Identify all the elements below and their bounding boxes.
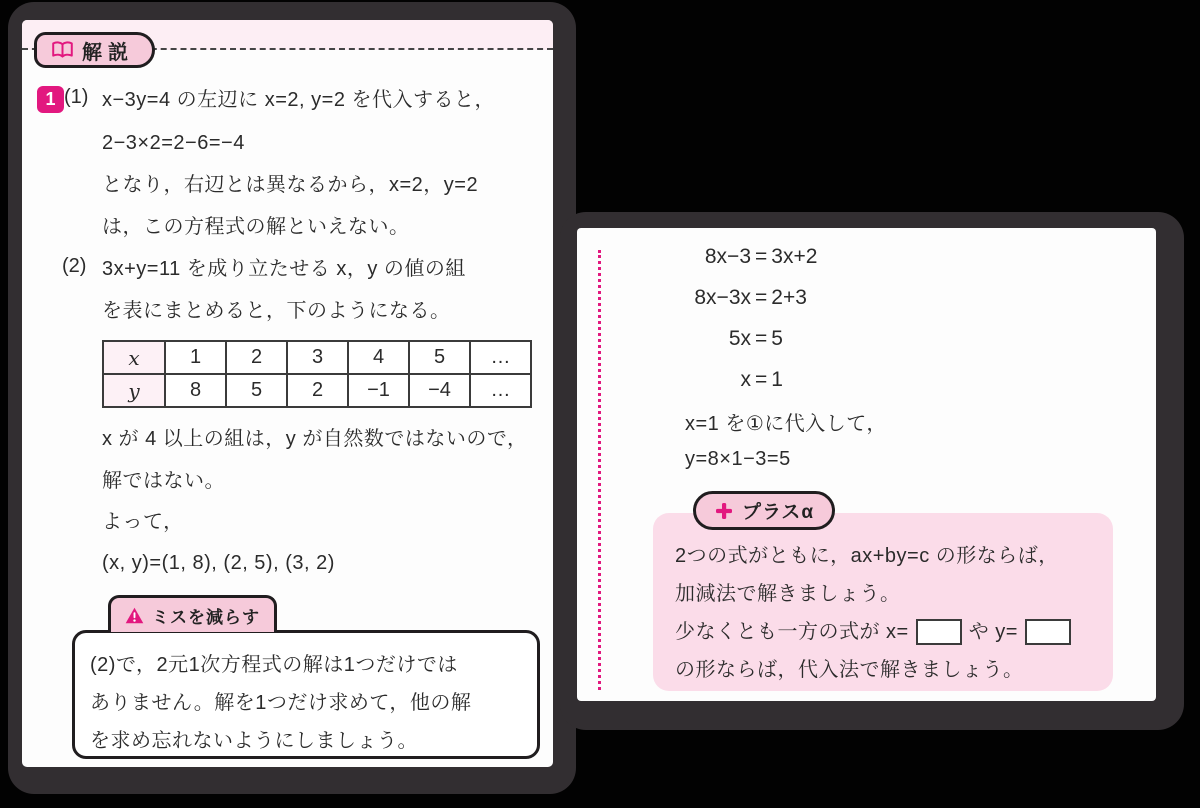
reduce-mistakes-badge — [108, 595, 277, 632]
table-cell: 5 — [409, 341, 470, 374]
miss-note-line3: を求め忘れないようにしましょう。 — [90, 730, 418, 752]
plus-alpha-badge — [693, 491, 835, 530]
substitution-line: x=1 を①に代入して， — [685, 413, 887, 435]
left-page — [22, 20, 553, 767]
equation-lhs: 8x−3x — [694, 286, 751, 309]
right-page-frame — [560, 212, 1184, 730]
plus-note-line4: の形ならば，代入法で解きましょう。 — [675, 659, 1024, 681]
table-cell: … — [470, 341, 531, 374]
kaisetsu-label: 解説 — [82, 41, 134, 64]
table-cell: 4 — [348, 341, 409, 374]
plus-note-line1: 2つの式がともに，ax+by=c の形ならば， — [675, 545, 1059, 567]
equation-step — [633, 324, 817, 365]
right-page — [577, 228, 1156, 701]
open-book-icon — [51, 41, 74, 59]
plus-note-line3-prefix: 少なくとも一方の式が x= — [675, 621, 909, 643]
part1-line1: x−3y=4 の左辺に x=2, y=2 を代入すると， — [102, 89, 495, 111]
plus-icon — [714, 501, 734, 521]
part2-line6: (x, y)=(1, 8), (2, 5), (3, 2) — [102, 552, 335, 574]
equation-rhs: 5 — [771, 327, 783, 350]
table-cell: −4 — [409, 374, 470, 407]
part2-marker: (2) — [62, 255, 87, 277]
answer-blank-box — [916, 619, 962, 645]
plus-note-line2: 加減法で解きましょう。 — [675, 583, 901, 605]
table-cell: 1 — [165, 341, 226, 374]
left-page-frame — [8, 2, 576, 794]
part1-marker: (1) — [64, 86, 89, 108]
table-row-y — [103, 374, 531, 407]
equals-sign: = — [755, 327, 768, 350]
problem-number-badge: 1 — [37, 86, 64, 113]
part1-line3: となり，右辺とは異なるから，x=2，y=2 — [102, 174, 479, 196]
equals-sign: = — [755, 245, 768, 268]
plus-note-line3 — [675, 613, 1093, 651]
equation-steps — [633, 242, 817, 406]
reduce-mistakes-box — [72, 630, 540, 759]
equation-lhs: 8x−3 — [704, 245, 751, 268]
table-header-y: y — [103, 374, 165, 407]
equation-step — [633, 365, 817, 406]
table-cell: … — [470, 374, 531, 407]
table-cell: 3 — [287, 341, 348, 374]
warning-triangle-icon — [125, 607, 144, 624]
part1-line4: は，この方程式の解といえない。 — [102, 216, 410, 238]
table-cell: 2 — [287, 374, 348, 407]
kaisetsu-badge — [34, 32, 155, 68]
equation-lhs: 5x — [728, 327, 751, 350]
plus-alpha-label: プラスα — [742, 502, 815, 523]
dotted-margin-line — [598, 250, 601, 690]
part2-line3: x が 4 以上の組は，y が自然数ではないので， — [102, 428, 528, 450]
equals-sign: = — [755, 286, 768, 309]
part2-line5: よって， — [102, 511, 184, 533]
miss-note-line1: (2)で，2元1次方程式の解は1つだけでは — [90, 654, 458, 676]
table-row-x — [103, 341, 531, 374]
equation-rhs: 3x+2 — [771, 245, 818, 268]
equation-step — [633, 283, 817, 324]
equals-sign: = — [755, 368, 768, 391]
table-cell: −1 — [348, 374, 409, 407]
answer-blank-box — [1025, 619, 1071, 645]
part2-line2: を表にまとめると，下のようになる。 — [102, 300, 451, 322]
equation-lhs: x — [740, 368, 751, 391]
equation-rhs: 2+3 — [771, 286, 807, 309]
plus-note-line3-middle: や y= — [968, 621, 1018, 643]
part2-line1: 3x+y=11 を成り立たせる x，y の値の組 — [102, 258, 466, 280]
equation-rhs: 1 — [771, 368, 783, 391]
plus-alpha-box — [653, 513, 1113, 691]
miss-note-line2: ありません。解を1つだけ求めて，他の解 — [90, 692, 472, 714]
table-cell: 2 — [226, 341, 287, 374]
table-header-x: x — [103, 341, 165, 374]
part2-line4: 解ではない。 — [102, 470, 225, 492]
table-cell: 8 — [165, 374, 226, 407]
reduce-mistakes-label: ミスを減らす — [152, 607, 260, 627]
table-cell: 5 — [226, 374, 287, 407]
part1-line2: 2−3×2=2−6=−4 — [102, 132, 245, 154]
equation-step — [633, 242, 817, 283]
solution-table — [102, 340, 532, 408]
result-line: y=8×1−3=5 — [685, 448, 791, 470]
